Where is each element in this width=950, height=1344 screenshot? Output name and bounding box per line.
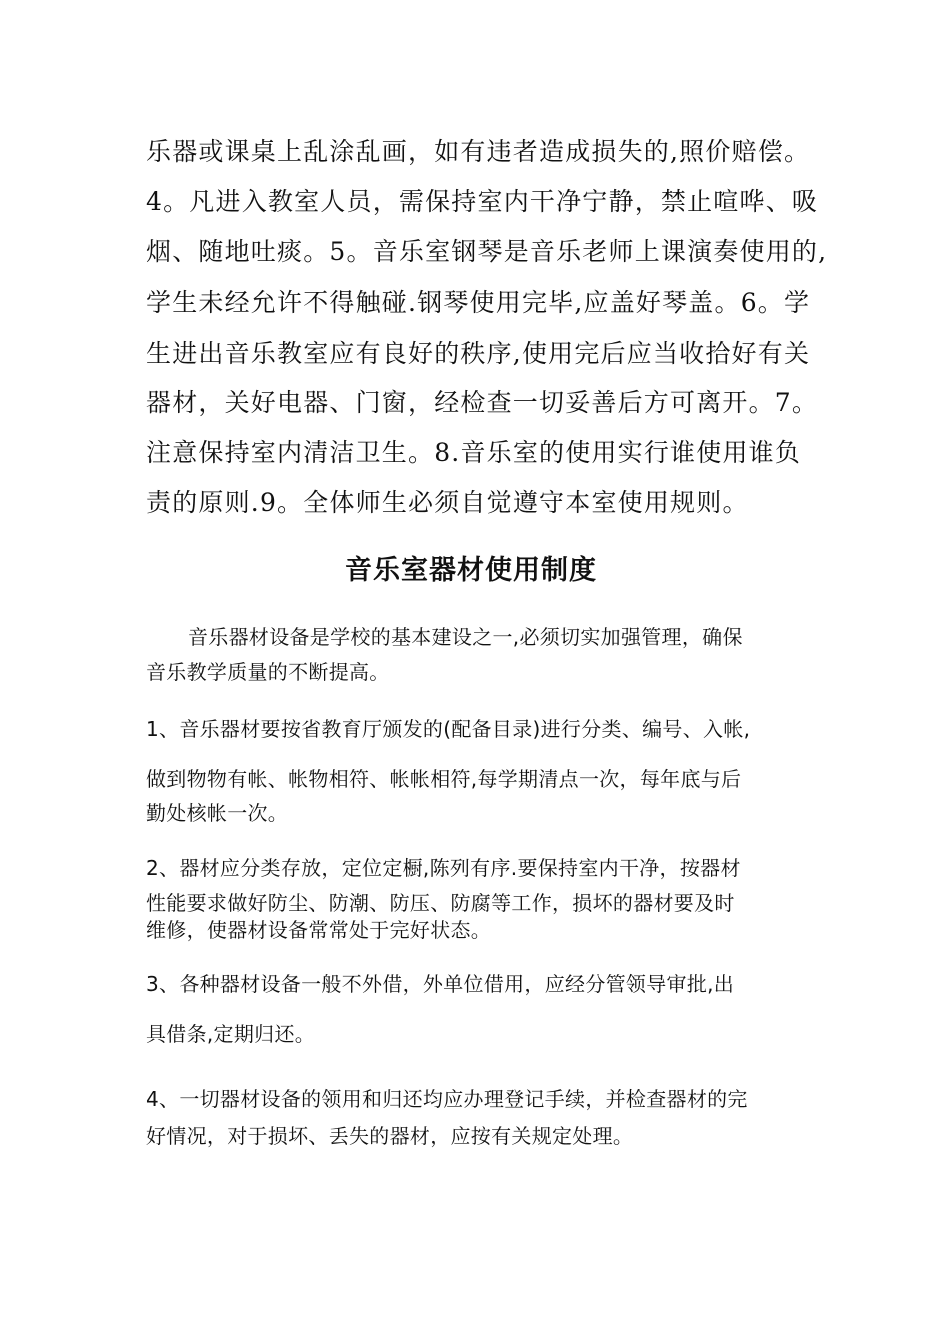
item-2-line-3: 维修，使器材设备常常处于完好状态。: [146, 918, 492, 942]
item-2-line-2: 性能要求做好防尘、防潮、防压、防腐等工作，损坏的器材要及时: [146, 891, 735, 915]
rules-line-7: 注意保持室内清洁卫生。8.音乐室的使用实行谁使用谁负: [146, 438, 802, 467]
item-1-line-3: 勤处核帐一次。: [146, 801, 289, 825]
intro-line-2: 音乐教学质量的不断提高。: [146, 660, 390, 684]
item-1-line-2: 做到物物有帐、帐物相符、帐帐相符,每学期清点一次，每年底与后: [146, 767, 742, 791]
item-1-line-1: 1、音乐器材要按省教育厅颁发的(配备目录)进行分类、编号、入帐,: [146, 717, 751, 741]
rules-line-6: 器材，关好电器、门窗，经检查一切妥善后方可离开。7。: [146, 388, 819, 417]
rules-line-2: 4。凡进入教室人员，需保持室内干净宁静，禁止喧哗、吸: [146, 187, 819, 216]
rules-line-1: 乐器或课桌上乱涂乱画，如有违者造成损失的,照价赔偿。: [146, 137, 811, 166]
section-title: 音乐室器材使用制度: [345, 555, 597, 586]
rules-line-3: 烟、随地吐痰。5。音乐室钢琴是音乐老师上课演奏使用的,: [146, 237, 828, 266]
rules-line-8: 责的原则.9。全体师生必须自觉遵守本室使用规则。: [146, 488, 749, 517]
item-3-line-2: 具借条,定期归还。: [146, 1022, 316, 1046]
intro-line-1: 音乐器材设备是学校的基本建设之一,必须切实加强管理，确保: [188, 625, 743, 649]
rules-line-4: 学生未经允许不得触碰.钢琴使用完毕,应盖好琴盖。6。学: [146, 288, 811, 317]
item-4-line-1: 4、一切器材设备的领用和归还均应办理登记手续，并检查器材的完: [146, 1087, 748, 1111]
item-2-line-1: 2、器材应分类存放，定位定橱,陈列有序.要保持室内干净，按器材: [146, 856, 741, 880]
item-4-line-2: 好情况，对于损坏、丢失的器材，应按有关规定处理。: [146, 1124, 634, 1148]
rules-line-5: 生进出音乐教室应有良好的秩序,使用完后应当收拾好有关: [146, 339, 811, 368]
item-3-line-1: 3、各种器材设备一般不外借，外单位借用，应经分管领导审批,出: [146, 972, 735, 996]
